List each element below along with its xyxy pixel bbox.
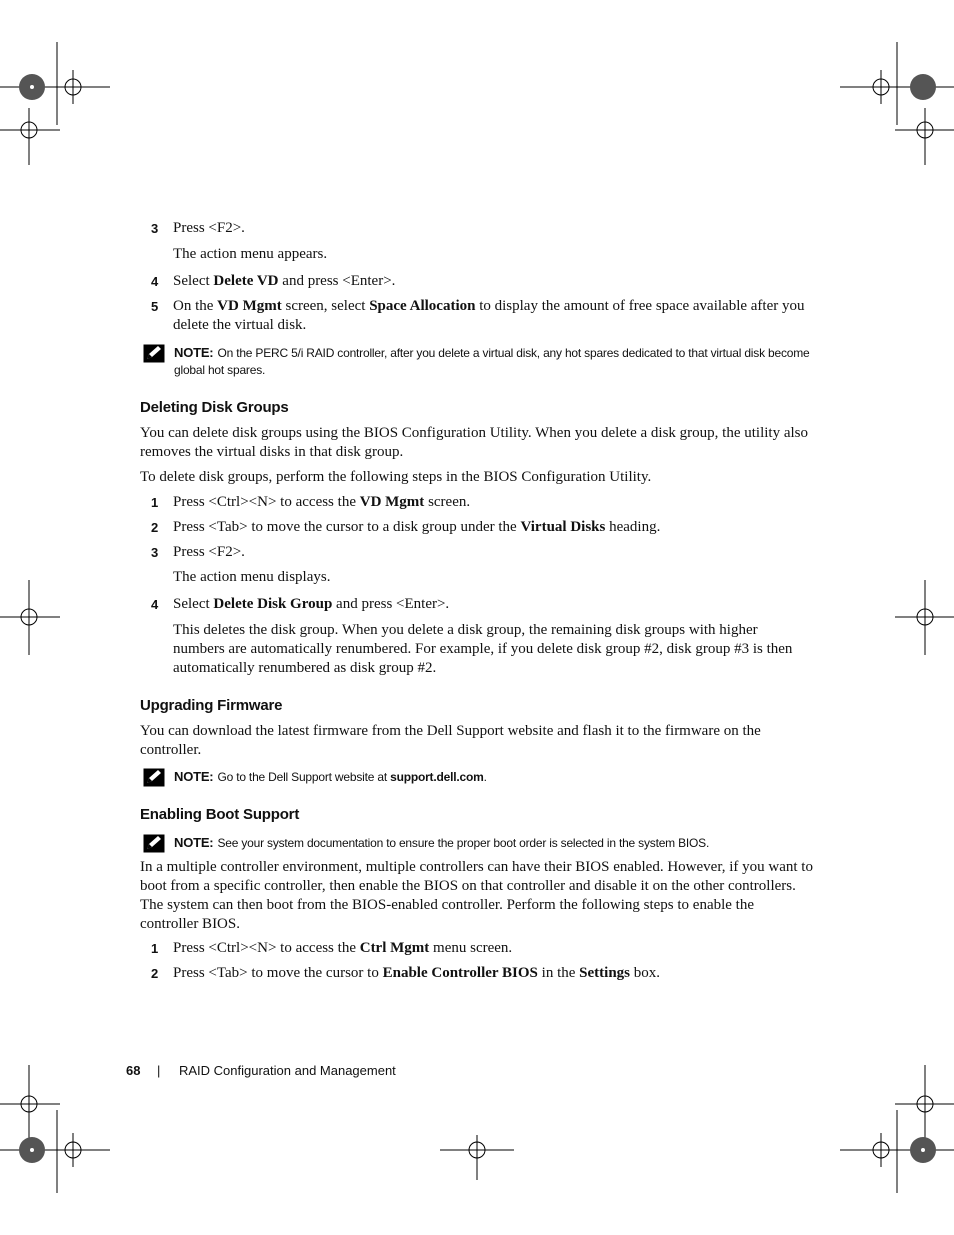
paragraph-delete-disk-groups: You can delete disk groups using the BIOS Configuration Utility. When you delete a disk group, the utility also removes the virtual disks in that disk group. xyxy=(140,425,808,460)
paragraph-multiple-controllers: In a multiple controller environment, multiple controllers can have their BIOS enabled. However, if you want to boot from a specific controller, then enable the BIOS on that controller and disable it on the other controllers. The system can then boot from the BIOS-enabled controller. Perform the following steps to enable the controller BIOS. xyxy=(140,859,813,932)
step-3-action-menu: The action menu displays. xyxy=(173,569,331,585)
step-3-result: The action menu appears. xyxy=(173,246,328,262)
note-pencil-icon xyxy=(143,344,165,363)
page-number: 68 xyxy=(126,1063,141,1078)
document-page: 3 Press <F2>. The action menu appears. 4 Select Delete VD and press <Enter>. 5 On the VD Mgmt screen, select Space Allocation to display the amount of free space available after you delete the virtual disk. NOTE: On the PERC 5/i RAID controller, after you delete a virtual disk, any hot spares dedicated to that virtual disk become global hot spares. Deleting Disk Groups You can delete disk groups using the BIOS Configuration Utility. When you delete a disk group, the utility also removes the virtual disks in that disk group. To delete disk groups, perform the following steps in the BIOS Configuration Utility. 1 Press <Ctrl><N> to access the VD Mgmt screen. 2 Press <Tab> to move the cursor to a disk group under the Virtual Disks heading. 3 Press <F2>. The action menu displays. 4 Select Delete Disk Group and press <Enter>. This deletes the disk group. When you delete a disk group, the remaining disk groups with higher numbers are automatically renumbered. For example, if you delete disk group #2, disk group #3 is then automatically renumbered as disk group #2. Upgrading Firmware You can download the latest firmware from the Dell Support website and flash it to the firmware on the controller. NOTE: Go to the Dell Support website at support.dell.com. Enabling Boot Support NOTE: See your system documentation to ensure the proper boot order is selected in the system BIOS. In a multiple controller environment, multiple controllers can have their BIOS enabled. However, if you want to boot from a specific controller, then enable the BIOS on that controller and disable it on the other controllers. The system can then boot from the BIOS-enabled controller. Perform the following steps to enable the controller BIOS. 1 Press <Ctrl><N> to access the Ctrl Mgmt menu screen. 2 Press <Tab> to move the cursor to Enable Controller BIOS in the Settings box. 68 | RAID Configuration and Management xyxy=(0,0,954,1235)
heading-enabling-boot-support: Enabling Boot Support xyxy=(140,806,300,823)
note-pencil-icon xyxy=(143,834,165,853)
heading-upgrading-firmware: Upgrading Firmware xyxy=(140,697,283,714)
paragraph-firmware: You can download the latest firmware from the Dell Support website and flash it to the firmware on the controller. xyxy=(140,723,761,758)
footer-title: RAID Configuration and Management xyxy=(179,1063,396,1078)
step-4-explanation: This deletes the disk group. When you delete a disk group, the remaining disk groups with higher numbers are automatically renumbered. For example, if you delete disk group #2, disk group #3 is then automatically renumbered as disk group #2. xyxy=(173,622,793,676)
footer-separator: | xyxy=(157,1063,161,1078)
note-pencil-icon xyxy=(143,768,165,787)
paragraph-delete-steps-intro: To delete disk groups, perform the following steps in the BIOS Configuration Utility. xyxy=(140,469,652,485)
heading-deleting-disk-groups: Deleting Disk Groups xyxy=(140,399,289,416)
support-link[interactable]: support.dell.com xyxy=(390,770,484,784)
